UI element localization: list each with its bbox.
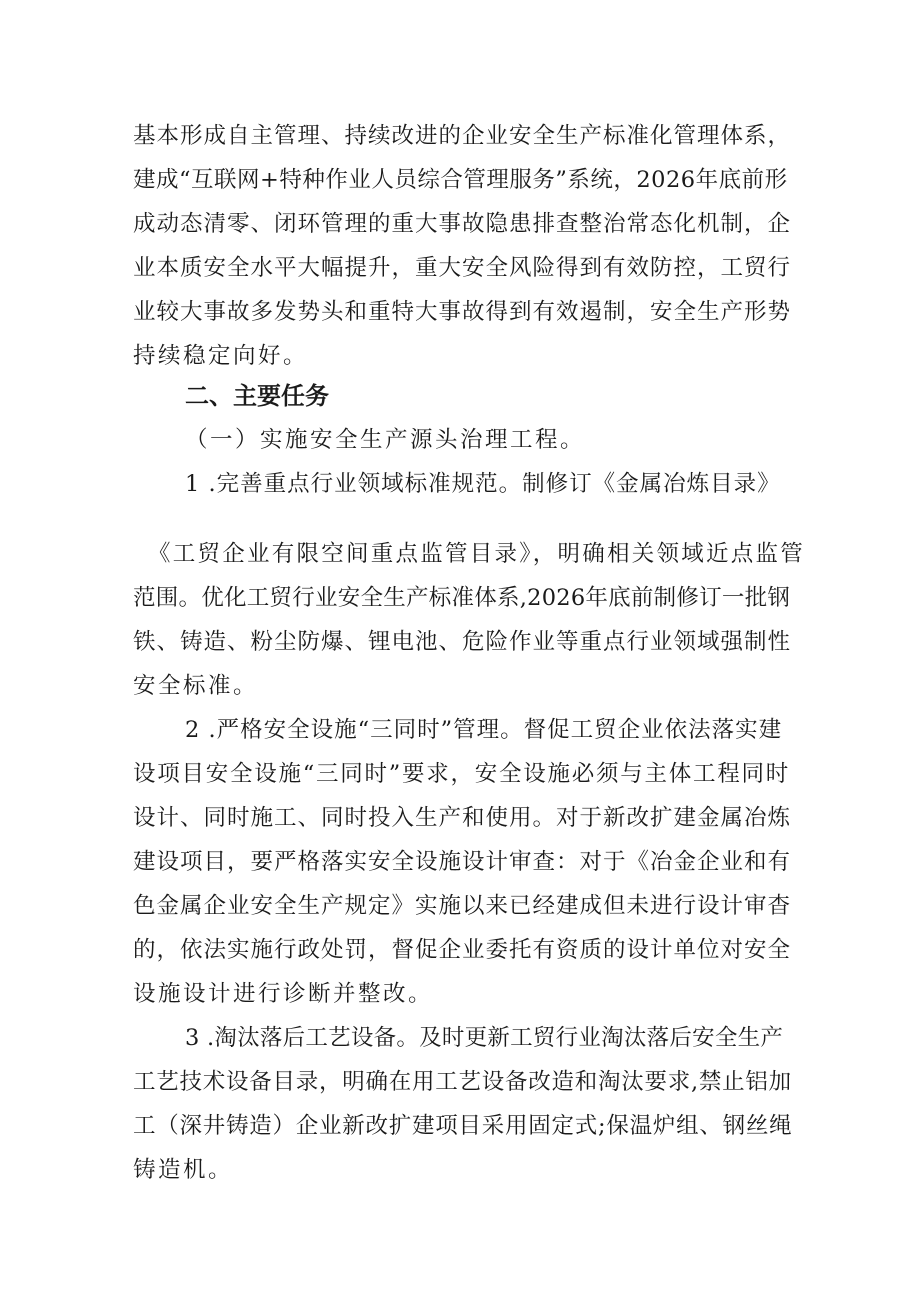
paragraph-line: 工艺技术设备目录，明确在用工艺设备改造和淘汰要求,禁止铝加 <box>133 1069 792 1095</box>
paragraph-line: 范围。优化工贸行业安全生产标准体系,2026年底前制修订一批钢 <box>133 585 791 611</box>
paragraph-line: 工（深井铸造）企业新改扩建项目采用固定式;保温炉组、钢丝绳 <box>133 1113 793 1139</box>
paragraph-line: 业本质安全水平大幅提升，重大安全风险得到有效防控，工贸行 <box>133 255 792 281</box>
paragraph-line: 业较大事故多发势头和重特大事故得到有效遏制，安全生产形势 <box>133 299 792 325</box>
section-heading: 二、主要任务 <box>185 382 329 410</box>
paragraph-line: 铸造机。 <box>133 1157 234 1183</box>
paragraph-line: 的，依法实施行政处罚，督促企业委托有资质的设计单位对安全 <box>133 937 792 963</box>
paragraph-line: 基本形成自主管理、持续改进的企业安全生产标准化管理体系， <box>133 123 792 149</box>
paragraph-line: 持续稳定向好。 <box>133 343 309 369</box>
item-1-first-line: 1 .完善重点行业领域标准规范。制修订《金属冶炼目录》 <box>185 471 781 497</box>
subsection-heading: （一）实施安全生产源头治理工程。 <box>185 427 586 453</box>
paragraph-line: 安全标准。 <box>133 673 259 699</box>
paragraph-line: 建设项目，要严格落实安全设施设计审查：对于《冶金企业和有 <box>133 849 792 875</box>
paragraph-line: 设项目安全设施“三同时”要求，安全设施必须与主体工程同时 <box>133 761 791 787</box>
paragraph-line: 设施设计进行诊断并整改。 <box>133 981 434 1007</box>
paragraph-line: 成动态清零、闭环管理的重大事故隐患排查整治常态化机制，企 <box>133 211 792 237</box>
paragraph-line: 《工贸企业有限空间重点监管目录》，明确相关领域近点监管 <box>148 541 806 567</box>
paragraph-line: 铁、铸造、粉尘防爆、锂电池、危险作业等重点行业领域强制性 <box>133 629 792 655</box>
paragraph-line: 建成“互联网+特种作业人员综合管理服务”系统，2026年底前形 <box>133 167 788 193</box>
item-3-first-line: 3 .淘汰落后工艺设备。及时更新工贸行业淘汰落后安全生产 <box>185 1025 784 1051</box>
paragraph-line: 设计、同时施工、同时投入生产和使用。对于新改扩建金属冶炼 <box>133 805 792 831</box>
paragraph-line: 色金属企业安全生产规定》实施以来已经建成但未进行设计审杳 <box>133 893 792 919</box>
item-2-first-line: 2 .严格安全设施“三同时”管理。督促工贸企业依法落实建 <box>185 717 783 743</box>
